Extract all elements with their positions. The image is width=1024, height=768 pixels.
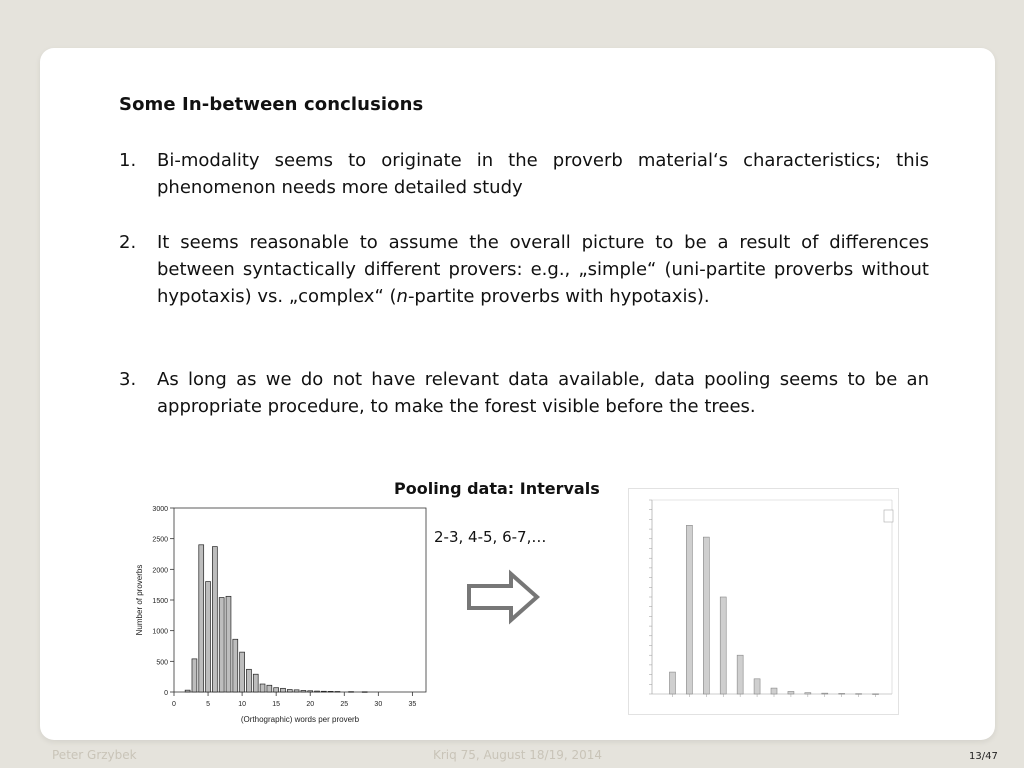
pooled-bar (822, 693, 828, 694)
histogram-bar (267, 685, 272, 692)
histogram-bar (260, 684, 265, 692)
x-tick-label: 30 (374, 701, 383, 708)
x-tick-label: 25 (340, 701, 349, 708)
histogram-bar (328, 691, 333, 692)
slide-heading: Some In-between conclusions (119, 94, 424, 115)
pooled-bar (669, 672, 675, 694)
histogram-bar (212, 547, 217, 692)
y-tick-label: 0 (164, 690, 168, 697)
histogram-bar (192, 659, 197, 692)
histogram-bar (301, 690, 306, 692)
x-tick-label: 5 (206, 701, 211, 708)
plot-frame (174, 508, 426, 692)
pooled-bar (703, 537, 709, 694)
histogram-bar (240, 652, 245, 692)
histogram-bar (206, 582, 211, 692)
pooled-chart (628, 488, 903, 718)
y-tick-label: 500 (156, 659, 168, 667)
list-item-text (157, 229, 929, 310)
histogram-bar (349, 692, 354, 693)
pooled-bar (754, 679, 760, 694)
right-arrow-icon (466, 571, 542, 623)
y-tick-label: 1500 (152, 598, 168, 605)
histogram-bar (362, 692, 367, 693)
x-tick-label: 0 (172, 701, 176, 708)
histogram-bar (335, 692, 340, 693)
footer-page-number: 13/47 (969, 751, 998, 762)
pooling-title: Pooling data: Intervals (394, 479, 600, 498)
histogram-bar (219, 598, 224, 692)
histogram-bar (185, 690, 190, 692)
x-tick-label: 10 (238, 701, 247, 708)
list-item-text-part: It seems reasonable to assume the overall picture to be a result of differences between syntactically different provers: e.g., „simple“ (uni-partite proverbs without hypotaxis) vs. „complex“ ( (157, 232, 929, 307)
y-tick-label: 2500 (152, 536, 168, 544)
slide (40, 48, 995, 740)
footer-author: Peter Grzybek (52, 748, 137, 762)
pooled-bar (686, 525, 692, 694)
y-tick-label: 3000 (152, 506, 168, 513)
histogram-bar (294, 690, 299, 692)
pooled-bar (771, 688, 777, 694)
list-item-3 (119, 366, 929, 420)
histogram-bar (287, 690, 292, 692)
list-item-text-part: -partite proverbs with hypotaxis). (407, 286, 710, 307)
y-tick-label: 2000 (152, 567, 168, 575)
histogram-bar (199, 545, 204, 692)
histogram-bar (226, 596, 231, 692)
histogram-bar (321, 691, 326, 692)
histogram-bar (308, 691, 313, 692)
list-item-1 (119, 147, 929, 201)
histogram-bar (281, 688, 286, 692)
x-tick-label: 35 (408, 701, 417, 708)
y-tick-label: 1000 (152, 628, 168, 636)
histogram-bar (315, 691, 320, 692)
x-axis-label: (Orthographic) words per proverb (240, 715, 360, 724)
histogram-bar (253, 674, 258, 692)
footer-event: Kriq 75, August 18/19, 2014 (433, 748, 603, 762)
histogram-bar (246, 669, 251, 692)
pooled-bar (737, 655, 743, 694)
list-item-text: As long as we do not have relevant data available, data pooling seems to be an appropriate procedure, to make the forest visible before the trees. (157, 369, 929, 417)
pooled-bar (788, 691, 794, 694)
pooling-intervals: 2-3, 4-5, 6-7,… (434, 528, 547, 546)
histogram-bar (233, 639, 238, 692)
list-item-2 (119, 229, 929, 310)
list-item-number: 1. (119, 150, 137, 171)
pooled-bar (720, 597, 726, 694)
histogram-bar (274, 688, 279, 692)
list-item-text-italic: n (396, 286, 408, 307)
histogram-chart (92, 500, 417, 730)
legend-box (884, 510, 893, 522)
y-axis-label: Number of proverbs (135, 564, 144, 636)
chart-frame (629, 489, 899, 715)
list-item-number: 2. (119, 232, 137, 253)
x-tick-label: 15 (272, 701, 281, 708)
list-item-number: 3. (119, 369, 137, 390)
pooled-bar (805, 693, 811, 694)
x-tick-label: 20 (306, 701, 315, 708)
list-item-text: Bi-modality seems to originate in the proverb material‘s characteristics; this phenomenon needs more detailed study (157, 150, 929, 198)
